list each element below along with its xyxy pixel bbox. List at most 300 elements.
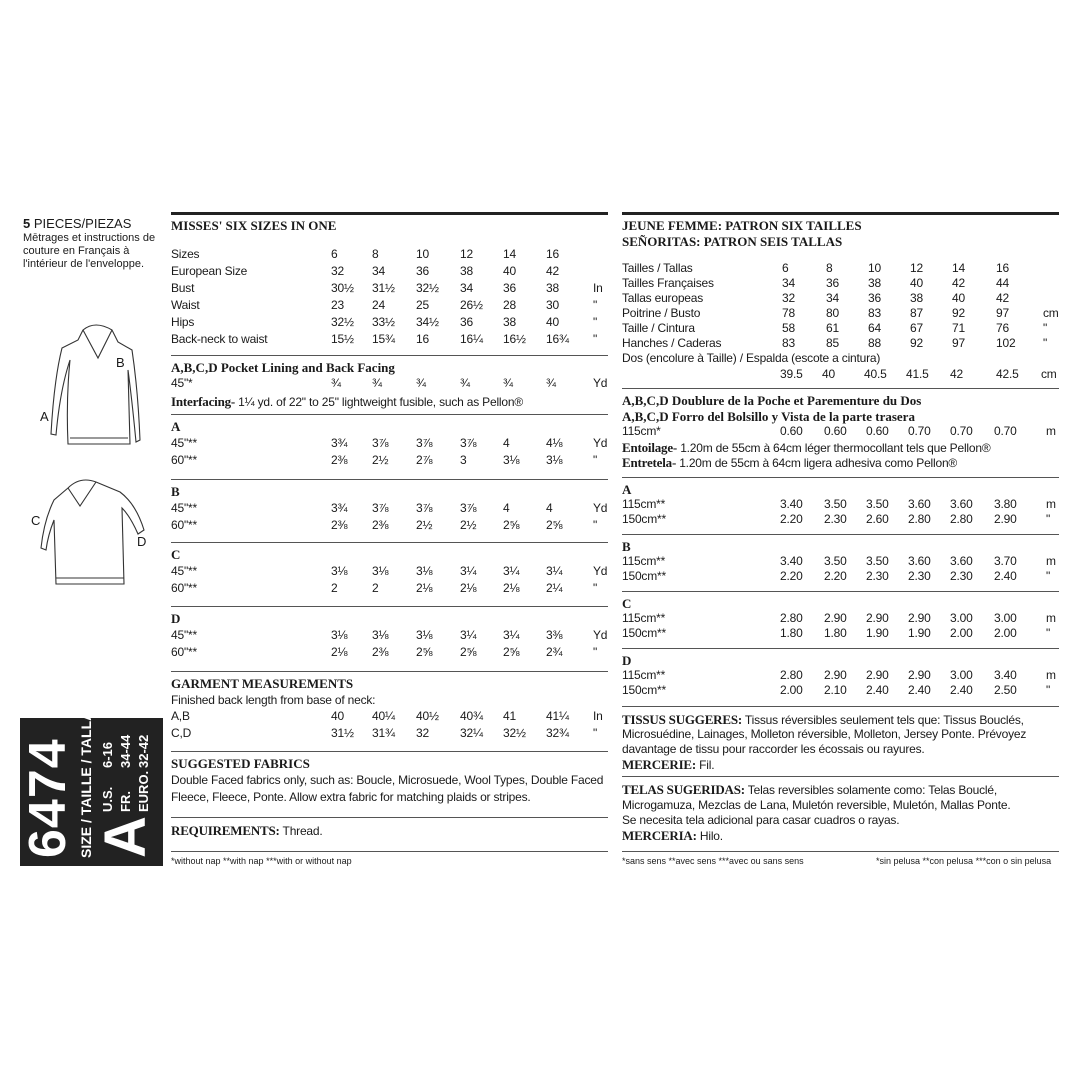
jeune-femme-title: JEUNE FEMME: PATRON SIX TAILLES — [622, 218, 862, 233]
size-value: 41¼ — [546, 709, 569, 723]
size-value: 64 — [868, 321, 881, 335]
divider — [622, 706, 1059, 707]
section-rule — [171, 212, 608, 215]
size-value: 36 — [416, 264, 429, 278]
size-value: ¾ — [503, 376, 513, 390]
size-value: 0.60 — [780, 424, 803, 438]
unit: " — [1043, 336, 1048, 350]
garment-title: GARMENT MEASUREMENTS — [171, 676, 354, 691]
size-value: 85 — [826, 336, 839, 350]
size-value: 88 — [868, 336, 881, 350]
size-value: ¾ — [460, 376, 470, 390]
size-value: 40 — [952, 291, 965, 305]
french-instructions-note: Mētrages et instructions de couture en Français à l'intérieur de l'enveloppe. — [23, 232, 156, 270]
size-value: 2.30 — [908, 569, 931, 583]
divider — [171, 606, 608, 607]
row-label: 45"** — [171, 436, 197, 450]
size-value: 2⅛ — [331, 645, 348, 659]
unit: " — [593, 298, 598, 312]
size-value: 15¾ — [372, 332, 395, 346]
size-value: 40 — [546, 315, 559, 329]
size-value: 31½ — [372, 281, 395, 295]
unit: " — [593, 645, 598, 659]
size-value: 2⅛ — [460, 581, 477, 595]
size-value: 2.20 — [780, 569, 803, 583]
size-value: 87 — [910, 306, 923, 320]
size-value: 2⅛ — [503, 581, 520, 595]
size-value: 40¾ — [460, 709, 483, 723]
unit: m — [1046, 497, 1056, 511]
size-value: 10 — [868, 261, 881, 275]
doublure-title: A,B,C,D Doublure de la Poche et Parementure du Dos — [622, 393, 922, 408]
view-title-a: A — [171, 419, 181, 434]
divider — [622, 534, 1059, 535]
size-value: 8 — [826, 261, 833, 275]
size-value: 42.5 — [996, 367, 1019, 381]
size-value: 3.40 — [780, 554, 803, 568]
size-value: 2.80 — [780, 668, 803, 682]
size-value: 30½ — [331, 281, 354, 295]
size-value: 16¼ — [460, 332, 483, 346]
size-value: 80 — [826, 306, 839, 320]
size-value: 2 — [372, 581, 379, 595]
row-label: 45"** — [171, 564, 197, 578]
size-value: 42 — [546, 264, 559, 278]
row-label: Back-neck to waist — [171, 332, 268, 346]
row-label: 115cm** — [622, 668, 666, 682]
row-label: European Size — [171, 264, 248, 278]
unit: " — [1043, 321, 1048, 335]
row-label: Tallas europeas — [622, 291, 704, 305]
fabrics-text-1: Double Faced fabrics only, such as: Boucle, Microsuede, Wool Types, Double Faced — [171, 773, 604, 787]
row-label: C,D — [171, 726, 192, 740]
unit: m — [1046, 611, 1056, 625]
row-label: 115cm** — [622, 611, 666, 625]
size-value: 40¼ — [372, 709, 395, 723]
size-value: 3⅞ — [460, 436, 477, 450]
divider — [622, 591, 1059, 592]
size-value: 2⅝ — [416, 645, 433, 659]
divider — [171, 671, 608, 672]
size-value: 76 — [996, 321, 1009, 335]
size-value: 34 — [826, 291, 839, 305]
size-value: 3⅛ — [503, 453, 520, 467]
size-value: 40.5 — [864, 367, 887, 381]
size-value: 3.40 — [780, 497, 803, 511]
interfacing-line: Interfacing- 1¼ yd. of 22" to 25" lightweight fusible, such as Pellon® — [171, 394, 523, 409]
size-value: 32½ — [503, 726, 526, 740]
size-value: 0.60 — [824, 424, 847, 438]
view-label-a: A — [40, 409, 49, 424]
size-value: 2.40 — [994, 569, 1017, 583]
divider — [171, 414, 608, 415]
size-label: SIZE / TAILLE / TALLA — [78, 710, 94, 858]
size-value: 3¼ — [503, 564, 520, 578]
size-value: 32½ — [331, 315, 354, 329]
unit: " — [593, 581, 598, 595]
size-value: 2⅝ — [460, 645, 477, 659]
size-value: 3.70 — [994, 554, 1017, 568]
divider — [171, 851, 608, 852]
size-value: 42 — [996, 291, 1009, 305]
row-label: 60"** — [171, 645, 197, 659]
divider — [171, 751, 608, 752]
size-value: 2.90 — [908, 611, 931, 625]
unit: " — [593, 453, 598, 467]
unit: m — [1046, 424, 1056, 438]
size-value: 32 — [416, 726, 429, 740]
senoritas-title: SEÑORITAS: PATRON SEIS TALLAS — [622, 234, 843, 249]
size-value: 2.90 — [824, 668, 847, 682]
row-label: Taille / Cintura — [622, 321, 695, 335]
divider — [622, 776, 1059, 777]
size-value: 25 — [416, 298, 429, 312]
size-value: 4 — [546, 501, 553, 515]
size-value: 2⅜ — [372, 645, 389, 659]
top-front-view — [41, 480, 147, 584]
size-value: 3⅛ — [331, 628, 348, 642]
size-value: 30 — [546, 298, 559, 312]
size-value: 3⅞ — [372, 436, 389, 450]
size-value: 3.80 — [994, 497, 1017, 511]
sens-footnote: *sans sens **avec sens ***avec ou sans sens — [622, 856, 804, 866]
size-value: 2½ — [460, 518, 477, 532]
fabrics-text-2: Fleece, Fleece, Ponte. Allow extra fabric for matching plaids or stripes. — [171, 790, 531, 804]
size-value: 2.80 — [950, 512, 973, 526]
size-value: 67 — [910, 321, 923, 335]
size-value: 14 — [952, 261, 965, 275]
section-rule — [622, 212, 1059, 215]
size-value: 2⅞ — [416, 453, 433, 467]
size-value: 1.80 — [780, 626, 803, 640]
view-title-c: C — [171, 547, 181, 562]
size-value: 3¼ — [503, 628, 520, 642]
size-value: 2.90 — [908, 668, 931, 682]
divider — [171, 479, 608, 480]
size-value: 2.50 — [994, 683, 1017, 697]
unit: " — [1046, 512, 1051, 526]
unit: m — [1046, 668, 1056, 682]
size-value: 16 — [416, 332, 429, 346]
size-value: 40½ — [416, 709, 439, 723]
size-range-euro: EURO.32-42 — [136, 734, 151, 812]
forro-title: A,B,C,D Forro del Bolsillo y Vista de la parte trasera — [622, 409, 915, 424]
size-value: 2.80 — [908, 512, 931, 526]
unit: Yd — [593, 501, 608, 515]
size-value: 34 — [460, 281, 473, 295]
row-label: Bust — [171, 281, 195, 295]
view-title-d: D — [171, 611, 181, 626]
size-value: 3¼ — [460, 564, 477, 578]
size-value: 38 — [546, 281, 559, 295]
view-title-c: C — [622, 596, 632, 611]
size-range-us: U.S.6-16 — [100, 741, 115, 812]
divider — [622, 648, 1059, 649]
unit: In — [593, 709, 603, 723]
unit: Yd — [593, 376, 608, 390]
view-title-b: B — [171, 484, 180, 499]
size-value: 83 — [782, 336, 795, 350]
size-letter: A — [93, 816, 158, 858]
size-value: 97 — [996, 306, 1009, 320]
unit: " — [1046, 683, 1051, 697]
size-value: 40 — [331, 709, 344, 723]
size-value: 15½ — [331, 332, 354, 346]
size-value: 58 — [782, 321, 795, 335]
size-value: 61 — [826, 321, 839, 335]
unit: cm — [1043, 306, 1059, 320]
size-value: 2⅜ — [331, 518, 348, 532]
size-value: 38 — [460, 264, 473, 278]
size-value: ¾ — [546, 376, 556, 390]
size-value: 3.00 — [994, 611, 1017, 625]
size-value: 92 — [952, 306, 965, 320]
row-label: 115cm* — [622, 424, 661, 438]
size-value: 2.10 — [824, 683, 847, 697]
size-value: 0.70 — [908, 424, 931, 438]
size-value: 3.50 — [866, 554, 889, 568]
size-value: 32¾ — [546, 726, 569, 740]
size-value: 2.90 — [824, 611, 847, 625]
view-label-c: C — [31, 513, 41, 528]
divider — [622, 851, 1059, 852]
size-value: ¾ — [416, 376, 426, 390]
size-value: 3⅛ — [416, 628, 433, 642]
size-value: 3¾ — [331, 436, 348, 450]
unit: " — [1046, 569, 1051, 583]
size-value: 36 — [460, 315, 473, 329]
size-value: 0.60 — [866, 424, 889, 438]
size-value: 2⅝ — [503, 645, 520, 659]
size-value: 2.90 — [994, 512, 1017, 526]
unit: m — [1046, 554, 1056, 568]
size-value: 2⅜ — [331, 453, 348, 467]
size-value: 16¾ — [546, 332, 569, 346]
dos-label: Dos (encolure à Taille) / Espalda (escote a cintura) — [622, 351, 881, 365]
divider — [171, 355, 608, 356]
row-label: 45"** — [171, 628, 197, 642]
size-value: 24 — [372, 298, 385, 312]
size-value: 71 — [952, 321, 965, 335]
row-label: A,B — [171, 709, 190, 723]
size-value: 0.70 — [950, 424, 973, 438]
size-range-fr: FR.34-44 — [118, 734, 133, 812]
row-label: 60"** — [171, 518, 197, 532]
size-value: 3⅞ — [416, 501, 433, 515]
fabrics-title: SUGGESTED FABRICS — [171, 756, 310, 771]
size-value: 3⅞ — [460, 501, 477, 515]
size-value: 2.00 — [780, 683, 803, 697]
requirements-line: REQUIREMENTS: Thread. — [171, 823, 323, 838]
size-value: 3⅞ — [372, 501, 389, 515]
size-value: 2.00 — [994, 626, 1017, 640]
size-value: 4 — [503, 436, 510, 450]
tissus-line-2: Microsuédine, Lainages, Molleton réversible, Molleton, Jersey Ponte. Prévoyez — [622, 727, 1027, 741]
size-value: 3.60 — [908, 554, 931, 568]
size-value: 3.50 — [824, 497, 847, 511]
row-label: 150cm** — [622, 626, 666, 640]
size-value: ¾ — [372, 376, 382, 390]
unit: " — [593, 518, 598, 532]
mercerie-line: MERCERIE: Fil. — [622, 757, 715, 772]
size-value: 3⅞ — [416, 436, 433, 450]
size-value: 32 — [331, 264, 344, 278]
view-title-b: B — [622, 539, 631, 554]
unit: cm — [1041, 367, 1057, 381]
size-value: 102 — [996, 336, 1016, 350]
size-value: 26½ — [460, 298, 483, 312]
size-value: ¾ — [331, 376, 341, 390]
view-title-a: A — [622, 482, 632, 497]
unit: Yd — [593, 564, 608, 578]
size-value: 3.00 — [950, 668, 973, 682]
row-label: 60"** — [171, 453, 197, 467]
unit: " — [593, 332, 598, 346]
pocket-title: A,B,C,D Pocket Lining and Back Facing — [171, 360, 395, 375]
size-value: 2.30 — [950, 569, 973, 583]
size-value: 31¾ — [372, 726, 395, 740]
size-value: 3⅛ — [331, 564, 348, 578]
size-value: 34½ — [416, 315, 439, 329]
merceria-line: MERCERIA: Hilo. — [622, 828, 723, 843]
size-value: 23 — [331, 298, 344, 312]
size-value: 38 — [910, 291, 923, 305]
row-label: Hanches / Caderas — [622, 336, 722, 350]
size-value: 2¾ — [546, 645, 563, 659]
size-value: 83 — [868, 306, 881, 320]
tissus-line-1: TISSUS SUGGERES: Tissus réversibles seulement tels que: Tissus Bouclés, — [622, 712, 1024, 727]
size-block — [19, 710, 163, 866]
row-label: Tailles Françaises — [622, 276, 714, 290]
size-value: 2⅝ — [546, 518, 563, 532]
size-value: 92 — [910, 336, 923, 350]
size-value: 2.80 — [780, 611, 803, 625]
size-value: 3¼ — [460, 628, 477, 642]
pelusa-footnote: *sin pelusa **con pelusa ***con o sin pelusa — [876, 856, 1052, 866]
size-value: 36 — [503, 281, 516, 295]
row-label: 115cm** — [622, 497, 666, 511]
size-value: 2½ — [416, 518, 433, 532]
telas-line-1: TELAS SUGERIDAS: Telas reversibles solamente como: Telas Bouclé, — [622, 782, 997, 797]
view-label-b: B — [116, 355, 125, 370]
row-label: Sizes — [171, 247, 200, 261]
pieces-heading: 5 PIECES/PIEZAS — [23, 216, 132, 231]
row-label: 150cm** — [622, 683, 666, 697]
dress-front-view — [51, 325, 140, 444]
unit: Yd — [593, 628, 608, 642]
row-label: 115cm** — [622, 554, 666, 568]
size-value: 2.60 — [866, 512, 889, 526]
size-value: 16 — [996, 261, 1009, 275]
divider — [171, 817, 608, 818]
unit: Yd — [593, 436, 608, 450]
telas-line-2: Microgamuza, Mezclas de Lana, Muletón reversible, Muletón, Mallas Ponte. — [622, 798, 1011, 812]
size-value: 8 — [372, 247, 379, 261]
nap-footnote: *without nap **with nap ***with or without nap — [171, 856, 352, 866]
size-value: 3.50 — [824, 554, 847, 568]
divider — [622, 388, 1059, 389]
size-value: 3.40 — [994, 668, 1017, 682]
size-value: 3⅛ — [372, 628, 389, 642]
size-value: 32¼ — [460, 726, 483, 740]
misses-title: MISSES' SIX SIZES IN ONE — [171, 218, 337, 233]
size-value: 41 — [503, 709, 516, 723]
size-value: 42 — [950, 367, 963, 381]
row-label: 45"** — [171, 501, 197, 515]
size-value: 4 — [503, 501, 510, 515]
row-label: Tailles / Tallas — [622, 261, 693, 275]
size-value: 2.30 — [866, 569, 889, 583]
entoilage-line: Entoilage- 1.20m de 55cm à 64cm léger thermocollant tels que Pellon® — [622, 440, 991, 455]
size-value: 32½ — [416, 281, 439, 295]
size-value: 33½ — [372, 315, 395, 329]
size-value: 1.90 — [866, 626, 889, 640]
garment-illustrations — [40, 320, 150, 590]
unit: In — [593, 281, 603, 295]
size-value: 40 — [503, 264, 516, 278]
size-value: 12 — [910, 261, 923, 275]
row-label: 150cm** — [622, 512, 666, 526]
size-value: 2⅛ — [416, 581, 433, 595]
size-value: 6 — [782, 261, 789, 275]
size-value: 16 — [546, 247, 559, 261]
entretela-line: Entretela- 1.20m de 55cm à 64cm ligera adhesiva como Pellon® — [622, 455, 958, 470]
size-value: 3.60 — [908, 497, 931, 511]
size-value: 31½ — [331, 726, 354, 740]
telas-line-3: Se necesita tela adicional para casar cuadros o rayas. — [622, 813, 900, 827]
size-value: 78 — [782, 306, 795, 320]
size-value: 4⅛ — [546, 436, 563, 450]
row-label: 60"** — [171, 581, 197, 595]
size-value: 34 — [372, 264, 385, 278]
garment-note: Finished back length from base of neck: — [171, 693, 376, 707]
size-value: 3¾ — [331, 501, 348, 515]
size-value: 2.90 — [866, 611, 889, 625]
size-value: 2.40 — [950, 683, 973, 697]
size-value: 6 — [331, 247, 338, 261]
size-value: 1.80 — [824, 626, 847, 640]
size-value: 2.20 — [780, 512, 803, 526]
size-value: 2.40 — [866, 683, 889, 697]
size-value: 2¼ — [546, 581, 563, 595]
size-value: 3⅛ — [546, 453, 563, 467]
size-value: 3⅜ — [546, 628, 563, 642]
size-value: 3 — [460, 453, 467, 467]
size-value: 2 — [331, 581, 338, 595]
size-value: 3.50 — [866, 497, 889, 511]
size-value: 28 — [503, 298, 516, 312]
size-value: 2.00 — [950, 626, 973, 640]
size-value: 0.70 — [994, 424, 1017, 438]
size-value: 2.30 — [824, 512, 847, 526]
divider — [171, 542, 608, 543]
size-value: 3.00 — [950, 611, 973, 625]
unit: " — [1046, 626, 1051, 640]
row-label: Hips — [171, 315, 195, 329]
size-value: 40 — [822, 367, 835, 381]
size-value: 3¼ — [546, 564, 563, 578]
size-value: 2.40 — [908, 683, 931, 697]
size-value: 14 — [503, 247, 516, 261]
size-value: 42 — [952, 276, 965, 290]
size-value: 32 — [782, 291, 795, 305]
size-value: 34 — [782, 276, 795, 290]
size-value: 36 — [868, 291, 881, 305]
unit: " — [593, 726, 598, 740]
size-value: 38 — [503, 315, 516, 329]
row-label: Poitrine / Busto — [622, 306, 701, 320]
size-value: 3⅛ — [372, 564, 389, 578]
